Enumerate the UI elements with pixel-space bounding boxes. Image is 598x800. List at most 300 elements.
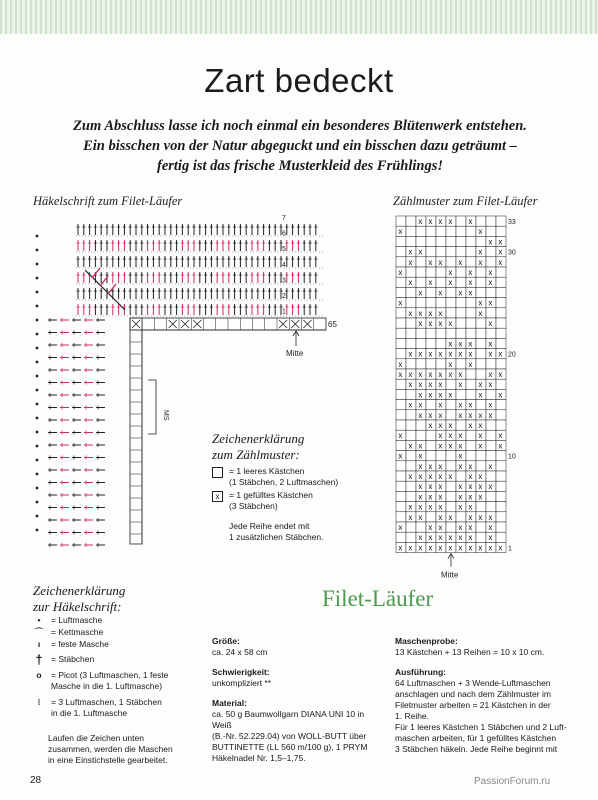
grid-cell — [446, 451, 456, 461]
filled-cell-mark: x — [408, 472, 413, 481]
filled-cell-mark: x — [458, 431, 463, 441]
filled-cell-mark: x — [498, 431, 503, 441]
filled-cell-mark: x — [498, 441, 503, 451]
spec-heading: Material: — [212, 698, 247, 708]
filled-cell-mark: x — [458, 370, 463, 379]
crochet-legend-note: Laufen die Zeichen unten zusammen, werden die Maschen in eine Einstichstelle gearbeitet. — [48, 733, 173, 765]
grid-cell — [426, 338, 436, 348]
filled-cell-mark: x — [438, 472, 443, 481]
filled-cell-mark: x — [468, 492, 473, 502]
center-label: Mitte — [286, 349, 304, 358]
grid-cell — [406, 532, 416, 542]
grid-cell — [466, 430, 476, 440]
filled-cell-mark: x — [468, 288, 473, 298]
grid-cell — [416, 257, 426, 267]
filled-cell-mark: x — [488, 298, 493, 308]
spec-text-line: anschlagen und nach dem Zählmuster im — [395, 689, 551, 699]
filled-cell-mark: x — [438, 380, 443, 390]
filled-cell-mark: x — [408, 512, 413, 522]
intro-line: fertig ist das frische Musterkleid des Frühlings! — [156, 158, 443, 174]
filled-cell-mark: x — [428, 308, 433, 318]
grid-cell — [486, 440, 496, 450]
grid-cell — [396, 338, 406, 348]
grid-cell — [496, 522, 506, 532]
filled-cell-mark: x — [498, 247, 503, 257]
spec-heading: Größe: — [212, 636, 240, 646]
spec-text-line: 13 Kästchen + 13 Reihen = 10 x 10 cm. — [395, 647, 545, 657]
filled-cell-mark: x — [418, 533, 423, 543]
filled-cell-mark: x — [438, 431, 443, 441]
grid-cell — [456, 277, 466, 287]
legend-text-line: = feste Masche — [51, 639, 109, 649]
filled-cell-mark: x — [488, 533, 493, 543]
grid-cell — [436, 451, 446, 461]
grid-cell — [496, 226, 506, 236]
picot-mark — [36, 501, 39, 504]
legend-text-line: = Stäbchen — [51, 654, 95, 664]
grid-cell — [456, 389, 466, 399]
count-chart — [392, 212, 532, 580]
grid-cell — [416, 236, 426, 246]
filled-cell-mark: x — [468, 482, 473, 492]
grid-cell — [476, 338, 486, 348]
grid-cell — [416, 338, 426, 348]
spec-text-line: 64 Luftmaschen + 3 Wende-Luftmaschen — [395, 678, 551, 688]
grid-cell — [466, 328, 476, 338]
grid-cell — [436, 338, 446, 348]
page-title: Zart bedeckt — [204, 62, 394, 99]
picot-mark — [36, 249, 39, 252]
filled-cell-mark: x — [478, 247, 483, 257]
grid-cell — [476, 267, 486, 277]
filled-cell-mark: x — [438, 370, 443, 379]
filled-cell-mark: x — [478, 410, 483, 420]
filled-cell-mark: x — [438, 217, 443, 226]
grid-cell — [456, 512, 466, 522]
legend-text-line: = Kettmasche — [51, 627, 104, 637]
filled-cell-mark: x — [488, 512, 493, 522]
grid-cell — [476, 318, 486, 328]
legend-text-line: = 3 Luftmaschen, 1 Stäbchen — [51, 697, 162, 707]
filled-cell-mark: x — [468, 533, 473, 543]
legend-text-line: = Luftmasche — [51, 615, 103, 625]
grid-cell — [426, 512, 436, 522]
filled-cell-mark: x — [408, 257, 413, 267]
count-legend-note: Jede Reihe endet mit 1 zusätzlichen Stäbchen. — [229, 521, 324, 542]
filled-cell-mark: x — [488, 268, 493, 277]
grid-cell — [496, 400, 506, 410]
grid-cell — [456, 267, 466, 277]
grid-cell — [446, 328, 456, 338]
grid-cell — [486, 287, 496, 297]
grid-cell — [396, 287, 406, 297]
filled-cell-mark: x — [488, 237, 493, 247]
filled-cell-mark: x — [418, 482, 423, 492]
filled-cell-mark: x — [468, 502, 473, 512]
spec-text-line: Häkelnadel Nr. 1,5–1,75. — [212, 753, 306, 763]
grid-cell — [396, 461, 406, 471]
grid-cell — [456, 247, 466, 257]
spec-text-line: unkompliziert ** — [212, 678, 272, 688]
filled-cell-mark: x — [458, 380, 463, 390]
grid-cell — [446, 379, 456, 389]
filled-cell-mark: x — [448, 441, 453, 451]
filled-cell-mark: x — [428, 492, 433, 502]
grid-cell — [396, 236, 406, 246]
grid-cell — [486, 328, 496, 338]
grid-cell — [446, 257, 456, 267]
legend-text-line: in die 1. Luftmasche — [51, 708, 128, 718]
row-number-label: 2 — [282, 293, 286, 300]
filled-cell-mark: x — [438, 390, 443, 400]
picot-mark — [36, 291, 39, 294]
grid-cell — [416, 420, 426, 430]
filled-cell-mark: x — [418, 400, 423, 410]
grid-cell — [406, 410, 416, 420]
filled-cell-mark: x — [428, 421, 433, 430]
grid-cell — [476, 216, 486, 226]
filled-cell-mark: x — [418, 308, 423, 318]
spec-heading: Schwierigkeit: — [212, 667, 270, 677]
grid-cell — [496, 287, 506, 297]
spec-section — [395, 636, 575, 658]
filled-cell-mark: x — [438, 533, 443, 543]
picot-mark — [36, 445, 39, 448]
grid-cell — [446, 247, 456, 257]
grid-cell — [496, 318, 506, 328]
filled-cell-mark: x — [488, 349, 493, 359]
filled-cell-mark: x — [478, 257, 483, 267]
filled-cell-mark: x — [488, 380, 493, 390]
spec-section — [395, 667, 575, 755]
crochet-legend-title: Zeichenerklärung zur Häkelschrift: — [33, 583, 126, 614]
grid-cell — [416, 359, 426, 369]
watermark: PassionForum.ru — [474, 776, 551, 787]
picot-mark — [36, 305, 39, 308]
grid-cell — [406, 328, 416, 338]
picot-mark — [36, 277, 39, 280]
crochet-legend-item — [33, 697, 203, 719]
grid-cell — [486, 451, 496, 461]
grid-cell — [396, 349, 406, 359]
grid-cell — [496, 379, 506, 389]
filled-cell-mark: x — [468, 523, 473, 532]
grid-cell — [456, 318, 466, 328]
filled-cell-mark: x — [438, 288, 443, 298]
stitch-symbol-icon: • — [37, 615, 41, 625]
picot-mark — [36, 333, 39, 336]
grid-cell — [486, 308, 496, 318]
filled-cell-mark: x — [468, 421, 473, 430]
filled-cell-mark: x — [488, 319, 493, 328]
filled-cell-mark: x — [448, 543, 453, 553]
grid-cell — [446, 522, 456, 532]
picot-mark — [36, 361, 39, 364]
filled-cell-mark: x — [478, 512, 483, 522]
grid-cell — [396, 440, 406, 450]
grid-cell — [416, 430, 426, 440]
specs-left-column — [212, 636, 382, 773]
grid-cell — [456, 216, 466, 226]
filled-cell-mark: x — [478, 298, 483, 308]
center-label: Mitte — [441, 570, 459, 580]
filled-cell-mark: x — [398, 543, 403, 553]
grid-cell — [486, 247, 496, 257]
row-number-label: 7 — [282, 215, 286, 222]
filled-cell-mark: x — [438, 512, 443, 522]
grid-cell — [416, 277, 426, 287]
filled-cell-mark: x — [458, 451, 463, 461]
filled-cell-mark: x — [408, 400, 413, 410]
picot-mark — [36, 431, 39, 434]
grid-cell — [446, 481, 456, 491]
grid-cell — [436, 298, 446, 308]
grid-cell — [406, 338, 416, 348]
filled-cell-mark: x — [498, 370, 503, 379]
grid-cell — [446, 410, 456, 420]
picot-mark — [36, 347, 39, 350]
filled-cell-mark: x — [408, 380, 413, 390]
grid-cell — [436, 226, 446, 236]
grid-cell — [406, 451, 416, 461]
filled-cell-mark: x — [438, 502, 443, 512]
picot-mark — [36, 473, 39, 476]
filled-cell-mark: x — [458, 288, 463, 298]
filled-cell-mark: x — [408, 247, 413, 257]
grid-cell — [426, 451, 436, 461]
picot-mark — [36, 375, 39, 378]
filled-cell-mark: x — [488, 339, 493, 349]
grid-cell — [396, 389, 406, 399]
filled-cell-mark: x — [478, 543, 483, 553]
picot-mark — [36, 235, 39, 238]
filled-cell-mark: x — [448, 431, 453, 441]
filled-cell-mark: x — [458, 543, 463, 553]
filled-cell-mark: x — [448, 390, 453, 400]
filled-cell-mark: x — [398, 359, 403, 369]
filled-cell-mark: x — [428, 380, 433, 390]
grid-cell — [406, 298, 416, 308]
filled-cell-mark: x — [438, 543, 443, 553]
grid-cell — [396, 216, 406, 226]
grid-cell — [496, 308, 506, 318]
stitch-symbol-icon: ⁝ — [37, 697, 41, 707]
filled-box-icon: x — [212, 491, 223, 502]
count-legend-title: Zeichenerklärung zum Zählmuster: — [212, 431, 305, 462]
filled-cell-mark: x — [498, 349, 503, 359]
filled-cell-mark: x — [468, 339, 473, 349]
filled-cell-mark: x — [448, 370, 453, 379]
filled-cell-mark: x — [418, 349, 423, 359]
filled-cell-mark: x — [398, 268, 403, 277]
filled-cell-mark: x — [398, 298, 403, 308]
spec-text-line: ca. 24 x 58 cm — [212, 647, 268, 657]
filled-cell-mark: x — [448, 421, 453, 430]
filled-cell-mark: x — [408, 370, 413, 379]
stitch-symbol-icon: o — [36, 670, 42, 680]
filled-cell-mark: x — [398, 451, 403, 461]
grid-cell — [446, 502, 456, 512]
filled-cell-mark: x — [488, 461, 493, 471]
filled-cell-mark: x — [438, 441, 443, 451]
grid-cell — [436, 359, 446, 369]
filled-cell-mark: x — [418, 472, 423, 481]
grid-cell — [416, 298, 426, 308]
grid-cell — [496, 451, 506, 461]
grid-cell — [476, 532, 486, 542]
filled-cell-mark: x — [498, 543, 503, 553]
grid-cell — [466, 247, 476, 257]
grid-cell — [496, 461, 506, 471]
grid-cell — [406, 389, 416, 399]
grid-cell — [426, 247, 436, 257]
row-label: 33 — [508, 219, 516, 226]
row-label: 10 — [508, 453, 516, 461]
spec-text-line: Für 1 leeres Kästchen 1 Stäbchen und 2 Luft- — [395, 722, 567, 732]
grid-cell — [396, 481, 406, 491]
grid-cell — [406, 430, 416, 440]
crochet-legend-item — [33, 654, 203, 665]
grid-cell — [466, 379, 476, 389]
grid-cell — [406, 287, 416, 297]
grid-cell — [406, 359, 416, 369]
spec-heading: Maschenprobe: — [395, 636, 458, 646]
filled-cell-mark: x — [408, 308, 413, 318]
spec-section — [212, 667, 382, 689]
filled-cell-mark: x — [468, 472, 473, 481]
grid-cell — [396, 491, 406, 501]
filled-cell-mark: x — [478, 431, 483, 441]
grid-cell — [396, 400, 406, 410]
grid-cell — [396, 277, 406, 287]
picot-mark — [36, 263, 39, 266]
row-label: 1 — [508, 545, 512, 553]
filled-cell-mark: x — [438, 410, 443, 420]
crochet-legend-item — [33, 627, 203, 638]
grid-cell — [476, 369, 486, 379]
filled-cell-mark: x — [478, 482, 483, 492]
spec-text-line: BUTTINETTE (LL 560 m/100 g), 1 PRYM — [212, 742, 368, 752]
grid-cell — [416, 226, 426, 236]
grid-cell — [446, 298, 456, 308]
grid-cell — [456, 298, 466, 308]
grid-cell — [466, 369, 476, 379]
legend-filled-row: x = 1 gefülltes Kästchen (3 Stäbchen) — [212, 490, 338, 512]
filled-cell-mark: x — [478, 380, 483, 390]
intro-line: Zum Abschluss lasse ich noch einmal ein besonderes Blütenwerk entstehen. — [73, 118, 527, 134]
picot-mark — [36, 389, 39, 392]
top-decor-band — [0, 0, 598, 34]
filled-cell-mark: x — [478, 421, 483, 430]
grid-cell — [406, 216, 416, 226]
crochet-legend — [33, 615, 203, 720]
grid-cell — [486, 471, 496, 481]
spec-section — [212, 636, 382, 658]
row-number-label: 3 — [282, 277, 286, 285]
filled-cell-mark: x — [448, 533, 453, 543]
grid-cell — [406, 491, 416, 501]
filled-cell-mark: x — [458, 461, 463, 471]
filled-cell-mark: x — [418, 247, 423, 257]
stitch-symbol-icon: † — [35, 652, 43, 667]
grid-cell — [466, 318, 476, 328]
spec-text-line: 3 Stäbchen häkeln. Jede Reihe beginnt mit — [395, 744, 558, 754]
grid-cell — [416, 522, 426, 532]
spec-text-line: ca. 50 g Baumwollgarn DIANA UNI 10 in Weiß — [212, 709, 365, 730]
spec-heading: Ausführung: — [395, 667, 446, 677]
grid-cell — [436, 236, 446, 246]
picot-mark — [36, 403, 39, 406]
grid-cell — [416, 267, 426, 277]
filled-cell-mark: x — [398, 227, 403, 237]
spec-section — [212, 698, 382, 764]
spec-text-line: 1. Reihe. — [395, 711, 430, 721]
filled-cell-mark: x — [468, 410, 473, 420]
filled-cell-mark: x — [448, 349, 453, 359]
filled-cell-mark: x — [428, 461, 433, 471]
filled-cell-mark: x — [428, 257, 433, 267]
legend-text-line: Masche in die 1. Luftmasche) — [51, 681, 163, 691]
filled-cell-mark: x — [438, 400, 443, 410]
filled-cell-mark: x — [468, 400, 473, 410]
grid-cell — [456, 236, 466, 246]
grid-cell — [486, 389, 496, 399]
grid-cell — [406, 522, 416, 532]
picot-mark — [36, 459, 39, 462]
filled-cell-mark: x — [428, 390, 433, 400]
grid-cell — [426, 400, 436, 410]
grid-cell — [426, 359, 436, 369]
filled-cell-mark: x — [458, 482, 463, 492]
grid-cell — [486, 257, 496, 267]
grid-cell — [496, 216, 506, 226]
filled-cell-mark: x — [438, 492, 443, 502]
filled-cell-mark: x — [408, 278, 413, 288]
grid-cell — [466, 440, 476, 450]
grid-cell — [476, 502, 486, 512]
filled-cell-mark: x — [448, 472, 453, 481]
grid-cell — [466, 226, 476, 236]
grid-cell — [486, 491, 496, 501]
grid-cell — [396, 328, 406, 338]
filled-cell-mark: x — [468, 349, 473, 359]
filled-cell-mark: x — [498, 257, 503, 267]
filled-cell-mark: x — [438, 308, 443, 318]
grid-cell — [486, 216, 496, 226]
crochet-legend-item — [33, 615, 203, 626]
grid-cell — [406, 226, 416, 236]
filled-cell-mark: x — [448, 319, 453, 328]
grid-cell — [496, 532, 506, 542]
section-title: Filet-Läufer — [322, 586, 434, 611]
crochet-legend-item — [33, 670, 203, 692]
grid-cell — [426, 440, 436, 450]
filled-cell-mark: x — [458, 441, 463, 451]
filled-cell-mark: x — [488, 523, 493, 532]
grid-cell — [486, 430, 496, 440]
grid-cell — [496, 298, 506, 308]
grid-cell — [396, 471, 406, 481]
intro-text — [30, 116, 570, 176]
filled-cell-mark: x — [448, 217, 453, 226]
grid-cell — [456, 471, 466, 481]
grid-cell — [476, 461, 486, 471]
filled-cell-mark: x — [498, 390, 503, 400]
grid-cell — [496, 338, 506, 348]
filled-cell-mark: x — [468, 359, 473, 369]
filled-cell-mark: x — [428, 533, 433, 543]
ms-bracket — [148, 380, 156, 434]
